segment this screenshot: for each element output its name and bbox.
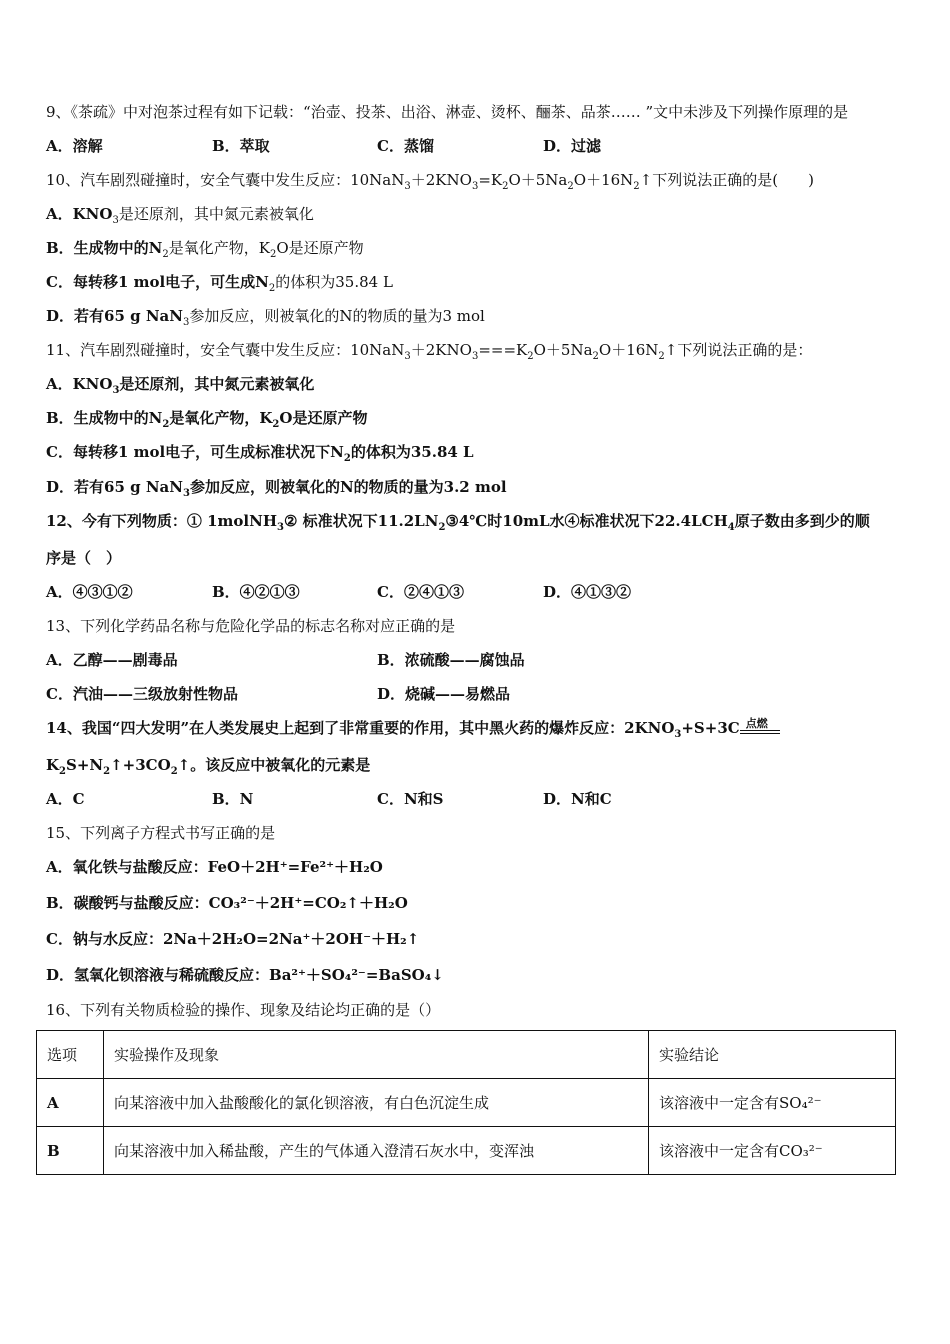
q11-option-d: D．若有65 g NaN$_3$参加反应，则被氧化的N的物质的量为3.2 mol (46, 478, 507, 499)
q11-option-a: A．$KNO_3$是还原剂，其中氮元素被氧化 (46, 375, 315, 396)
q16-stem: 16、下列有关物质检验的操作、现象及结论均正确的是（） (46, 1001, 441, 1019)
row-a-option: A (37, 1079, 104, 1127)
q14-option-d: D．N和C (543, 790, 612, 808)
q10-stem: 10、汽车剧烈碰撞时，安全气囊中发生反应：$10NaN_3+2KNO_3=K_2O+5Na_2O+16N_2↑$下列说法正确的是( ) (46, 171, 814, 192)
header-operation: 实验操作及现象 (104, 1031, 649, 1079)
q14-stem: 14、我国“四大发明”在人类发展史上起到了非常重要的作用，其中黑火药的爆炸反应：$2KNO_3+S+3C$ 点燃 (46, 718, 780, 738)
q9-stem: 9、《茶疏》中对泡茶过程有如下记载：“治壶、投茶、出浴、淋壶、烫杯、酾茶、品茶…… ”文中未涉及下列操作原理的是 (46, 103, 849, 121)
q11-option-c: C．每转移1 mol电子，可生成标准状况下$N_2$的体积为35.84 L (46, 443, 474, 464)
q14-option-b: B．N (212, 790, 254, 808)
q12-option-c: C．②④①③ (377, 583, 464, 601)
row-a-operation: 向某溶液中加入盐酸酸化的氯化钡溶液，有白色沉淀生成 (104, 1079, 649, 1127)
q10-option-a: A．$KNO_3$是还原剂，其中氮元素被氧化 (46, 205, 314, 226)
q16-experiment-table (36, 1030, 896, 1175)
q11-stem: 11、汽车剧烈碰撞时，安全气囊中发生反应：$10NaN_3+2KNO_3===K_2O+5Na_2O+16N_2↑$下列说法正确的是： (46, 341, 813, 362)
q15-option-d: D．氢氧化钡溶液与稀硫酸反应：Ba²⁺＋SO₄²⁻=BaSO₄↓ (46, 966, 444, 984)
q13-option-c: C．汽油——三级放射性物品 (46, 685, 238, 703)
row-b-option: B (37, 1127, 104, 1175)
q12-option-d: D．④①③② (543, 583, 632, 601)
row-a-conclusion: 该溶液中一定含有SO₄²⁻ (649, 1079, 896, 1127)
q13-option-a: A．乙醇——剧毒品 (46, 651, 178, 669)
q14-option-c: C．N和S (377, 790, 444, 808)
row-b-conclusion: 该溶液中一定含有CO₃²⁻ (649, 1127, 896, 1175)
q9-option-a: A．溶解 (46, 137, 103, 155)
q13-option-d: D．烧碱——易燃品 (377, 685, 511, 703)
q10-option-b: B．生成物中的$N_2$是氧化产物，$K_2O$是还原产物 (46, 239, 364, 260)
q14-option-a: A．C (46, 790, 85, 808)
q10-option-c: C．每转移1 mol电子，可生成$N_2$的体积为35.84 L (46, 273, 393, 294)
q15-stem: 15、下列离子方程式书写正确的是 (46, 824, 276, 842)
q15-option-c: C．钠与水反应：2Na＋2H₂O=2Na⁺＋2OH⁻＋H₂↑ (46, 930, 420, 948)
q10-option-d: D．若有65 g NaN$_3$参加反应，则被氧化的N的物质的量为3 mol (46, 307, 485, 328)
q12-option-a: A．④③①② (46, 583, 133, 601)
q9-option-d: D．过滤 (543, 137, 602, 155)
row-b-operation: 向某溶液中加入稀盐酸，产生的气体通入澄清石灰水中，变浑浊 (104, 1127, 649, 1175)
q11-option-b: B．生成物中的$N_2$是氧化产物，$K_2O$是还原产物 (46, 409, 368, 430)
q9-option-c: C．蒸馏 (377, 137, 434, 155)
q12-stem: 12、今有下列物质：① 1molNH$_3$② 标准状况下$11.2LN_2③4℃$时10mL水④标准状况下$22.4LCH_4$原子数由多到少的顺 (46, 512, 870, 533)
q13-stem: 13、下列化学药品名称与危险化学品的标志名称对应正确的是 (46, 617, 456, 635)
q15-option-a: A．氧化铁与盐酸反应：FeO＋2H⁺=Fe²⁺＋H₂O (46, 858, 383, 876)
header-conclusion: 实验结论 (649, 1031, 896, 1079)
table-header-row (37, 1031, 896, 1079)
ignition-condition-sign: 点燃 (740, 718, 780, 738)
table-row (37, 1127, 896, 1175)
header-option: 选项 (37, 1031, 104, 1079)
q14-stem-line2: $K_2S+N_2↑+3CO_2↑$。该反应中被氧化的元素是 (46, 756, 371, 777)
q15-option-b: B．碳酸钙与盐酸反应：CO₃²⁻＋2H⁺=CO₂↑＋H₂O (46, 894, 408, 912)
table-row (37, 1079, 896, 1127)
q12-option-b: B．④②①③ (212, 583, 300, 601)
q12-stem-line2: 序是（ ） (46, 549, 122, 567)
q13-option-b: B．浓硫酸——腐蚀品 (377, 651, 525, 669)
q9-option-b: B．萃取 (212, 137, 270, 155)
